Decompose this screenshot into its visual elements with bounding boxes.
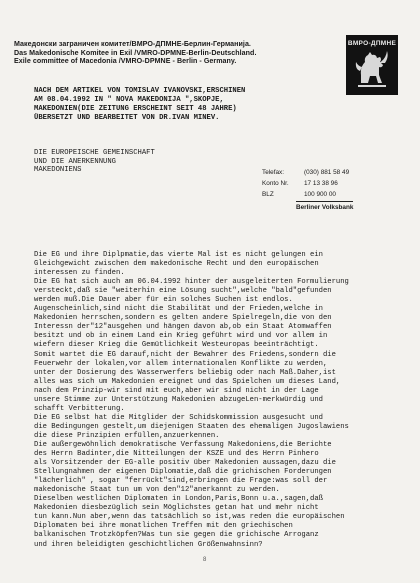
blz-row (262, 189, 382, 200)
body-line: besitzt und ob in einem Land ein Krieg geführt wird und vor allem in (34, 332, 328, 341)
page-number: 8 (203, 557, 207, 563)
telefax-row (262, 167, 382, 178)
telefax-number: (030) 881 58 49 (304, 169, 350, 176)
vmro-dpmne-logo (346, 35, 398, 95)
letterhead-line-macedonian: Македонски заграничен комитет/ВМРО-ДПМНЕ-Берлин-Германија. (14, 40, 251, 48)
intro-line: AM 08.04.1992 IN " NOVA MAKEDONIJA ",SKOPJE, (34, 95, 224, 104)
article-intro (34, 87, 364, 123)
body-line: wiefern dieser Krieg die Gemütlichkeit Westeuropas beeinträchtigt. (34, 341, 319, 350)
body-line: Dieselben westlichen Diplomaten in London,Paris,Bonn u.a.,sagen,daß (34, 495, 323, 504)
body-line: unsere Stimme zur Unterstützung Makedonien abzugeLen-merkwürdig und (34, 395, 323, 404)
body-line: interessen zu finden. (34, 269, 125, 278)
blz-number: 100 900 00 (304, 191, 336, 199)
body-line: als Vorsitzender der EG-alle positiv über Makedonien aussagen,dazu die (34, 459, 336, 468)
body-line: werden muß.Die Dauer aber für ein solches Suchen ist endlos. (34, 296, 293, 305)
intro-line: MAKEDONIEN(DIE ZEITUNG ERSCHEINT SEIT 48 JAHRE) (34, 104, 237, 113)
body-line: makedonische Staat tun um von den"12"anerkannt zu werden. (34, 486, 280, 495)
body-line: Augenscheinlich,sind nicht die Stabilität und der Frieden,welche in (34, 305, 323, 314)
telefax-label: Telefax: (262, 169, 285, 176)
body-line: Die außergewöhnlich demokratische Verfassung Makedoniens,die Berichte (34, 440, 332, 449)
body-line: Stellungnahmen der eigenen Diplomatie,daß die grichischen Forderungen (34, 468, 332, 477)
lion-emblem-icon (346, 35, 398, 95)
logo-text: ВМРО-ДПМНЕ (347, 40, 397, 47)
body-line: Feuerwehr der lokalen,vor allem internationalen Konflikte zu werden, (34, 359, 328, 368)
contact-block (262, 167, 382, 212)
body-line: "lächerlich" , sogar "ferrückt"sind,erbringen die Frage:was soll der (34, 477, 328, 486)
bank-name: Berliner Volksbank (296, 201, 353, 213)
body-line: des Herrn Badinter,die Nitteilungen der KSZE und des Herrn Pinhero (34, 450, 319, 459)
body-line: Die EG selbst hat die Mitglider der Schidskommission ausgesucht und (34, 413, 323, 422)
intro-line: NACH DEM ARTIKEL VON TOMISLAV IVANOVSKI,ERSCHINEN (34, 87, 246, 95)
body-line: Interessn der"12"ausgehen und hängen davon ab,ob ein Staat Atomwaffen (34, 323, 332, 332)
title-line: UND DIE ANERKENNUNG (34, 157, 116, 166)
body-line: balkanischen Trotzköpfen?Was tun sie gegen die grichische Arroganz (34, 531, 319, 540)
bank-row (262, 201, 382, 212)
article-title (34, 149, 254, 175)
body-line: Makedonien diesbezüglich sein Möglichstes getan hat und mehr nicht (34, 504, 319, 513)
article-body (34, 251, 409, 550)
title-line: DIE EUROPEISCHE GEMEINSCHAFT (34, 149, 155, 157)
intro-line: ÜBERSETZT UND BEARBEITET VON DR.IVAN MINEV. (34, 113, 220, 122)
body-line: die Bedingungen gestelt,um diejenigen Staaten des ehemaligen Jugoslawiens (34, 422, 349, 431)
body-line: schafft Verbitterung. (34, 404, 125, 413)
body-line: Die EG hat sich auch am 06.04.1992 hinter der ausgeleiterten Formulierung (34, 278, 349, 287)
body-line: alles was sich um Makedonien ereignet und das Spielchen um dieses Land, (34, 377, 341, 386)
body-line: unter der Dosierung des Wasserwerfers beliebig oder nach Maß.Daher,ist (34, 368, 336, 377)
body-line: tun kann.Nun aber,wenn das tatsächlich so ist,was reden die europäischen (34, 513, 345, 522)
body-line: Makedonien herrschen,sondern es gelten andere Spielregeln,die von den (34, 314, 332, 323)
body-line: und ihren beleidigten geschichtlichen Größenwahnsinn? (34, 540, 263, 549)
body-line: Die EG und ihre Diplpmatie,das vierte Mal ist es nicht gelungen ein (34, 251, 323, 259)
konto-number: 17 13 38 96 (304, 180, 338, 188)
letterhead (14, 40, 324, 66)
body-line: Gleichgewicht zwischen dem makedonische Recht und den europäischen (34, 260, 319, 269)
body-line: die diese Prinzipien erfüllen,anzuerkennen. (34, 431, 220, 440)
blz-label: BLZ (262, 191, 274, 199)
title-line: MAKEDONIENS (34, 166, 82, 175)
letterhead-line-german: Das Makedonische Komitee in Exil /VMRO-DPMNE-Berlin-Deutschland. (14, 48, 257, 57)
body-line: Somit wartet die EG darauf,nicht der Bewahrer des Friedens,sondern die (34, 350, 336, 359)
body-line: versteckt,daß sie "weiterhin eine Lösung sucht",welche "bald"gefunden (34, 287, 332, 296)
konto-label: Konto Nr. (262, 180, 289, 188)
letterhead-line-english: Exile committee of Macedonia /VMRO-DPMNE - Berlin - Germany. (14, 57, 237, 66)
body-line: nach dem Prinzip-wir sind mit euch,aber wir sind nicht in der Lage (34, 386, 319, 395)
konto-row (262, 178, 382, 189)
body-line: Diplomaten bei ihre monatlichen Treffen mit den griechischen (34, 522, 293, 531)
